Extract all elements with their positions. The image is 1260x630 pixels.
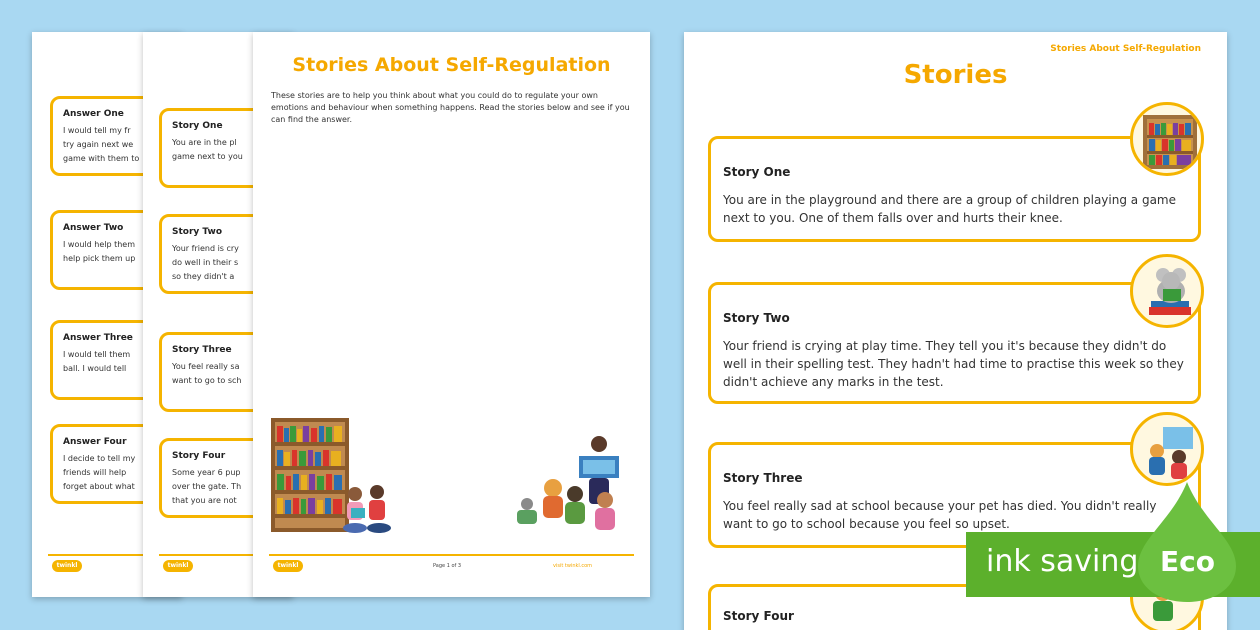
story-line: You feel really sa [172,362,240,371]
story-text: You are in the playground and there are a group of children playing a game next to you. One of them falls over and hurts their knee. [723,193,1176,225]
story-text: You feel really sad at school because your pet has died. You didn't really want to go to school because you feel so upset. [723,499,1157,531]
story-text: Your friend is crying at play time. They tell you it's because they didn't do well in their spelling test. They hadn't had time to practise this week so they didn't achieve any marks in the test. [723,339,1184,389]
answer-line: I would tell them [63,350,131,359]
page-title: Stories About Self-Regulation [292,54,611,76]
story-line: game next to you [172,152,243,161]
footer-url: visit twinkl.com [553,563,593,569]
answer-title: Answer Two [63,223,124,233]
answer-title: Answer Three [63,333,133,343]
children-reading-illustration [339,482,395,538]
answer-line: help pick them up [63,254,136,263]
ink-saving-label: ink saving [986,544,1139,579]
answer-title: Answer Four [63,437,127,447]
story-title: Story One [723,165,791,179]
story-title: Story Two [172,227,223,237]
story-time-illustration [513,434,633,538]
story-image-classroom [1130,412,1204,486]
story-card [708,136,1201,242]
story-title: Story Four [172,451,226,461]
answer-line: friends will help [63,468,127,477]
page-header: Stories About Self-Regulation [1050,44,1201,54]
answer-line: try again next we [63,140,134,149]
eco-label: Eco [1160,545,1215,578]
story-title: Story Two [723,311,790,325]
answer-line: forget about what [63,482,135,491]
story-image-bookshelf [1130,102,1204,176]
story-line: so they didn't a [172,272,235,281]
answer-title: Answer One [63,109,124,119]
answer-line: ball. I would tell [63,364,127,373]
story-title: Story Four [723,609,794,623]
footer-divider [269,554,634,556]
answer-line: I would tell my fr [63,126,131,135]
story-line: want to go to sch [172,376,242,385]
story-title: Story Three [172,345,232,355]
eco-drop-icon [1132,480,1242,604]
story-title: Story One [172,121,223,131]
story-line: Your friend is cry [172,244,239,253]
story-line: You are in the pl [172,138,237,147]
story-image-mouse-reading [1130,254,1204,328]
page-number: Page 1 of 3 [433,563,462,569]
story-line: over the gate. Th [172,482,242,491]
story-line: that you are not [172,496,237,505]
story-title: Story Three [723,471,803,485]
page-title: Stories [903,60,1008,90]
answer-line: I would help them [63,240,136,249]
story-line: do well in their s [172,258,239,267]
answer-line: I decide to tell my [63,454,136,463]
twinkl-logo: twinkl [52,560,82,572]
answer-line: game with them to [63,154,140,163]
story-card [708,282,1201,404]
twinkl-logo: twinkl [163,560,193,572]
story-line: Some year 6 pup [172,468,241,477]
intro-page [253,32,650,597]
intro-text: These stories are to help you think about what you could do to regulate your own emotions and behaviour when something happens. Read the stories below and see if you can find the answer. [271,91,630,124]
twinkl-logo: twinkl [273,560,303,572]
